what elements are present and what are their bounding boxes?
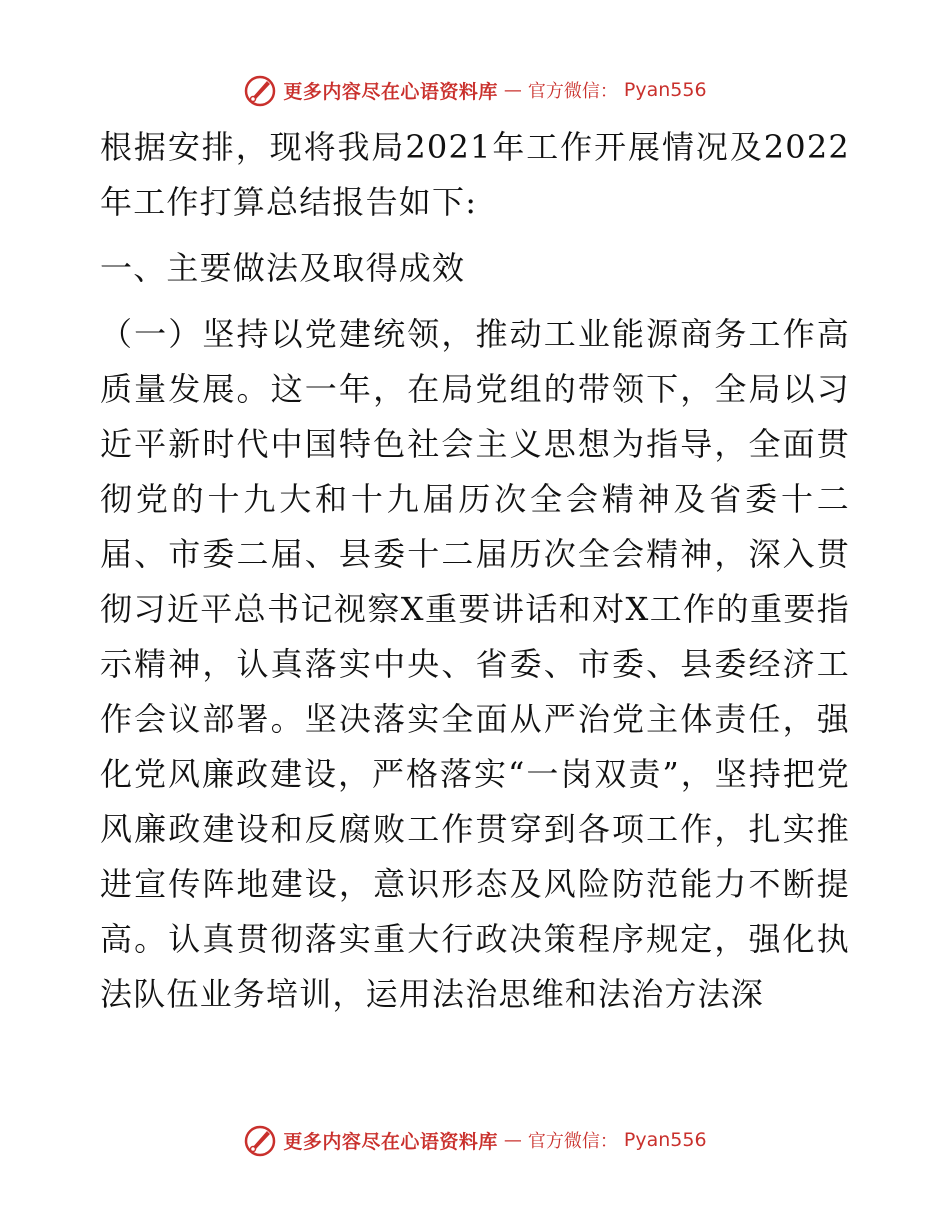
quill-seal-icon [243,73,277,107]
watermark-footer [0,1120,950,1160]
section-one-paragraph: （一）坚持以党建统领，推动工业能源商务工作高质量发展。这一年，在局党组的带领下，全局以习近平新时代中国特色社会主义思想为指导，全面贯彻党的十九大和十九届历次全会精神及省委十二届、市委二届、县委十二届历次全会精神，深入贯彻习近平总书记视察X重要讲话和对X工作的重要指示精神，认真落实中央、省委、市委、县委经济工作会议部署。坚决落实全面从严治党主体责任，强化党风廉政建设，严格落实“一岗双责”，坚持把党风廉政建设和反腐败工作贯穿到各项工作，扎实推进宣传阵地建设，意识形态及风险防范能力不断提高。认真贯彻落实重大行政决策程序规定，强化执法队伍业务培训，运用法治思维和法治方法深 [100,315,850,1013]
watermark-official-label: 官方微信： [527,81,618,102]
watermark-text: 更多内容尽在心语资料库 [283,1130,498,1153]
intro-paragraph: 根据安排，现将我局2021年工作开展情况及2022年工作打算总结报告如下: [100,128,850,221]
watermark-separator: — [503,1129,522,1151]
watermark-text: 更多内容尽在心语资料库 [283,80,498,103]
section-heading: 一、主要做法及取得成效 [100,249,466,287]
watermark-header [0,70,950,110]
document-body [100,120,850,1022]
quill-seal-icon [243,1123,277,1157]
watermark-wechat-id: Pyan556 [623,1129,707,1151]
watermark-wechat-id: Pyan556 [623,79,707,101]
watermark-official-label: 官方微信： [527,1131,618,1152]
watermark-separator: — [503,79,522,101]
